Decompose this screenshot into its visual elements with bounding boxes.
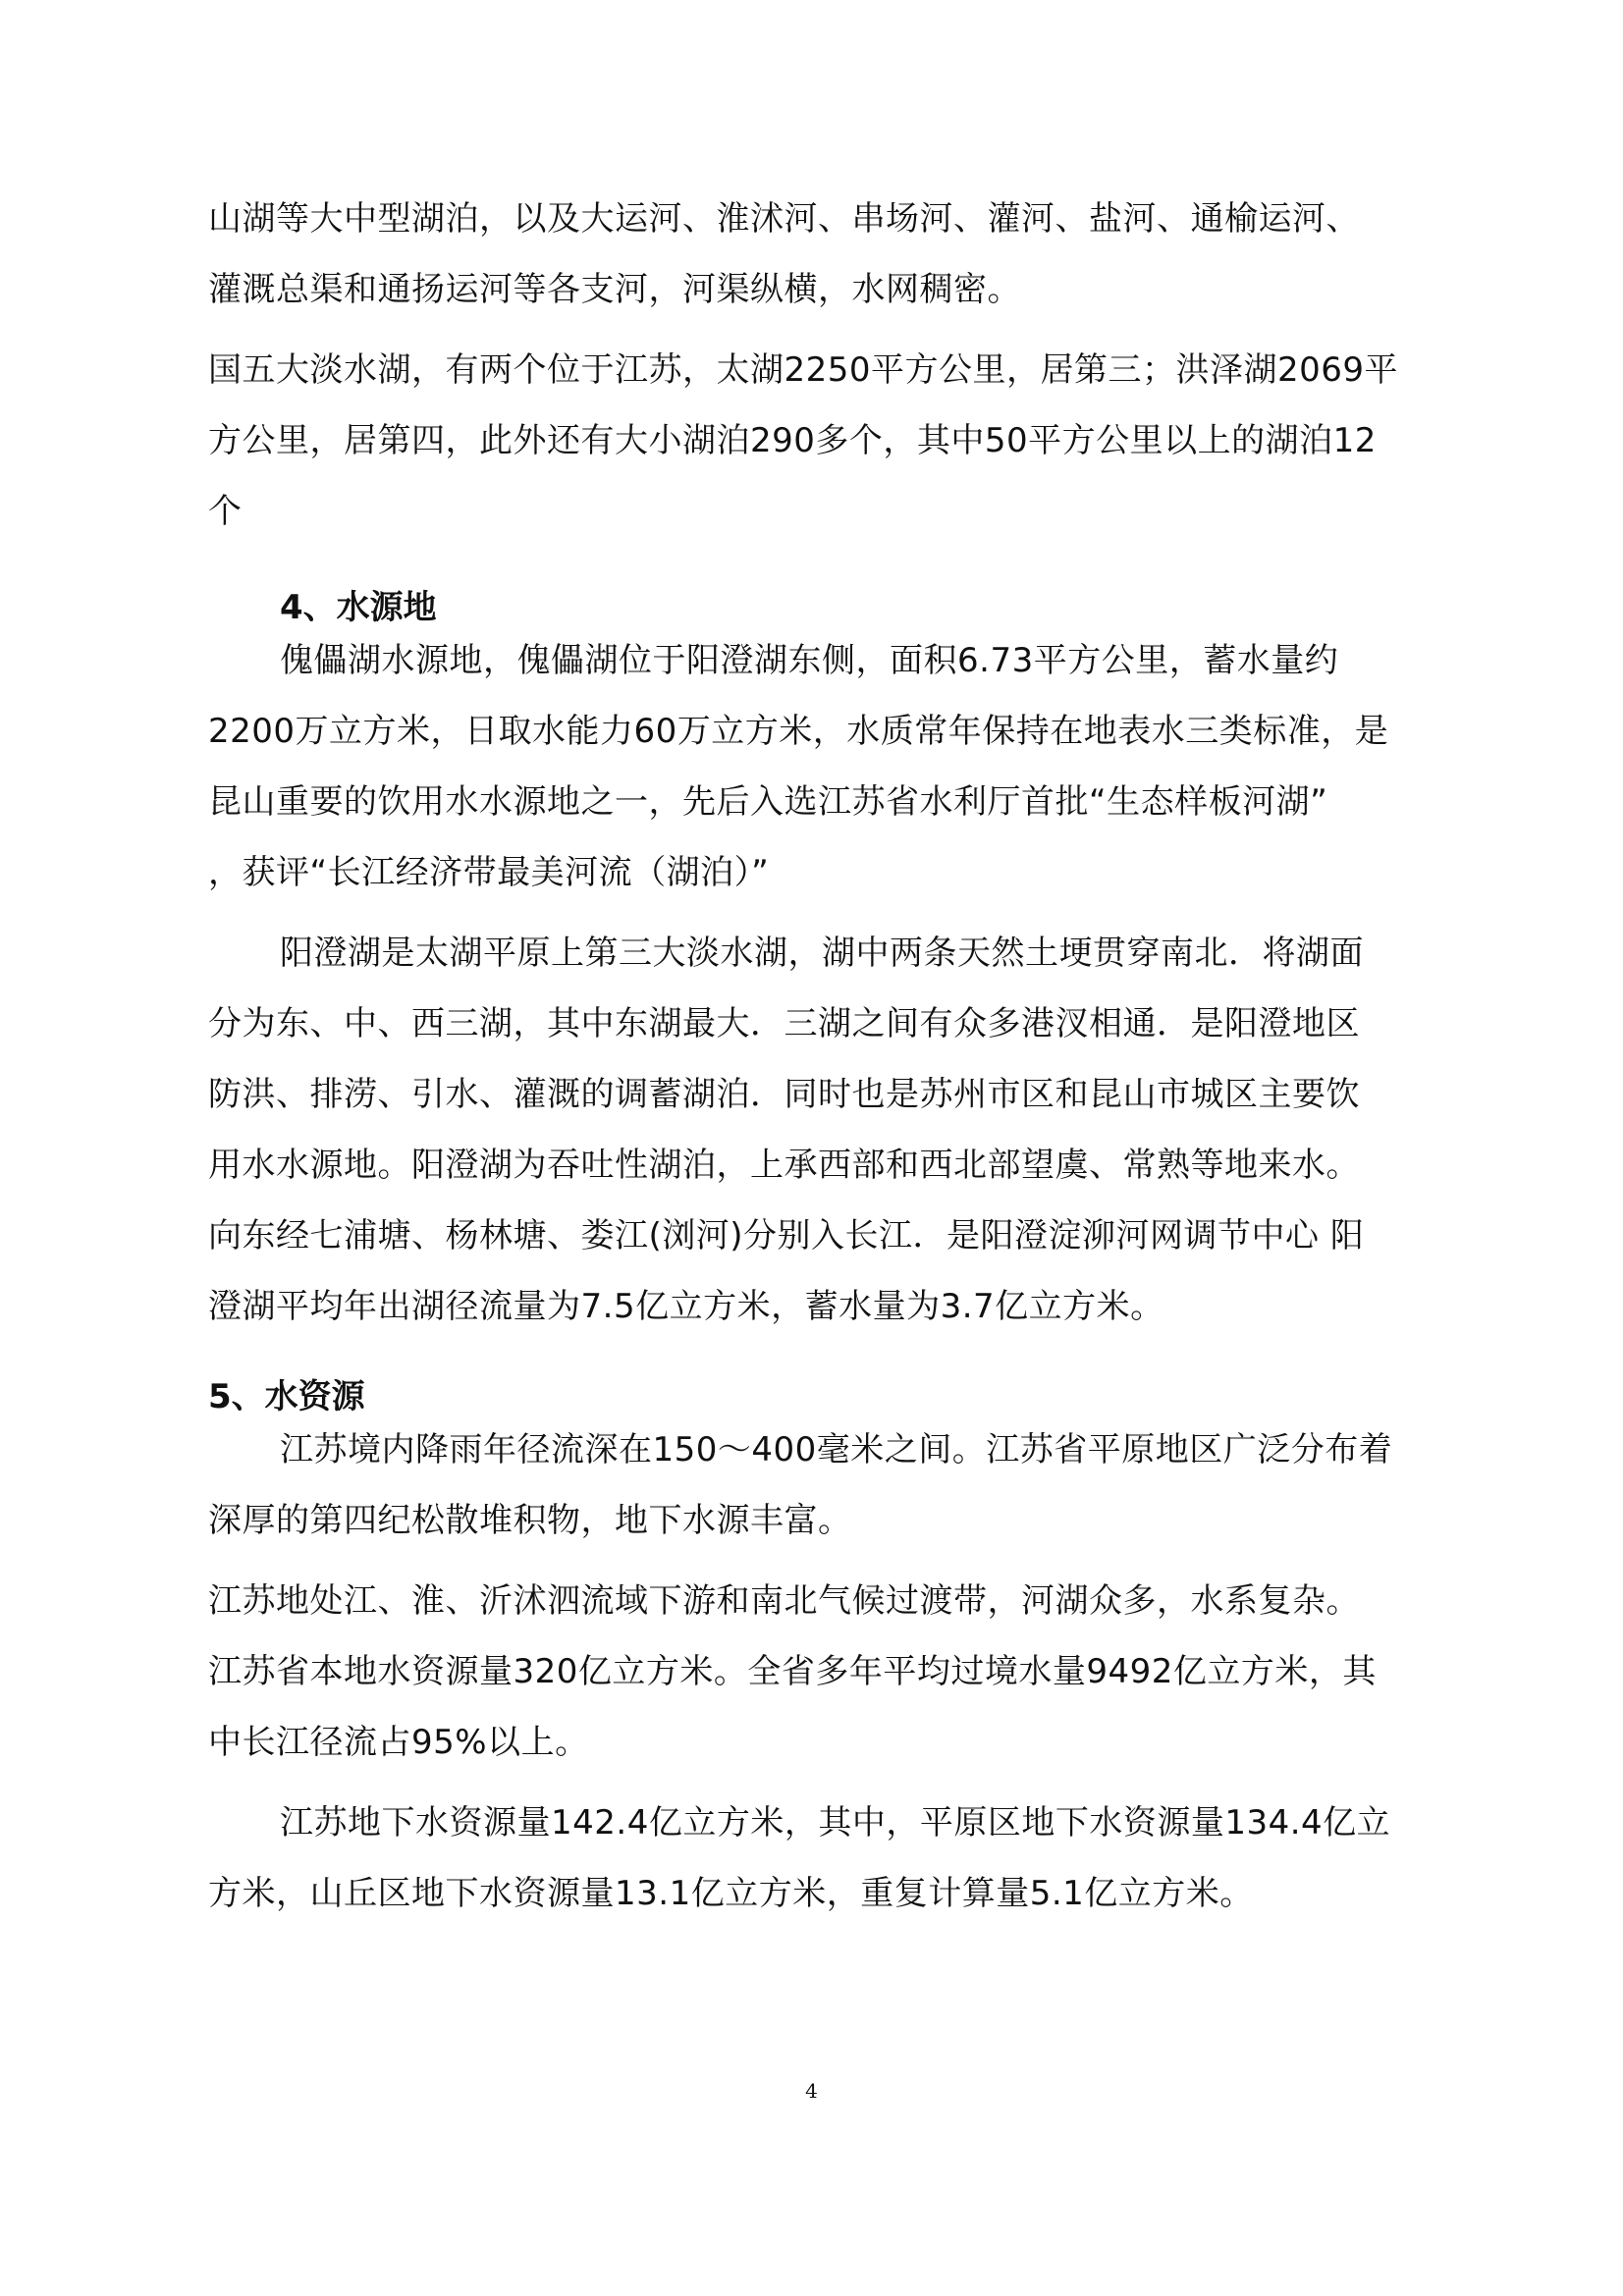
paragraph-line: 山湖等大中型湖泊，以及大运河、淮沭河、串场河、灌河、盐河、通榆运河、	[208, 199, 1360, 239]
paragraph-line: 江苏地处江、淮、沂沭泗流域下游和南北气候过渡带，河湖众多，水系复杂。	[208, 1581, 1360, 1621]
page-number: 4	[805, 2079, 818, 2103]
paragraph-line: 江苏地下水资源量142.4亿立方米，其中，平原区地下水资源量134.4亿立	[280, 1803, 1391, 1842]
paragraph-line: 灌溉总渠和通扬运河等各支河，河渠纵横，水网稠密。	[208, 270, 1021, 309]
paragraph-line: 向东经七浦塘、杨林塘、娄江(浏河)分别入长江．是阳澄淀泖河网调节中心 阳	[208, 1216, 1365, 1255]
paragraph-line: 昆山重要的饮用水水源地之一，先后入选江苏省水利厅首批“生态样板河湖”	[208, 782, 1328, 822]
paragraph-line: 傀儡湖水源地，傀儡湖位于阳澄湖东侧，面积6.73平方公里，蓄水量约	[280, 641, 1339, 680]
section-heading-water-resources: 5、水资源	[208, 1377, 365, 1416]
paragraph-line: 分为东、中、西三湖，其中东湖最大．三湖之间有众多港汊相通．是阳澄地区	[208, 1004, 1360, 1043]
paragraph-line: 澄湖平均年出湖径流量为7.5亿立方米，蓄水量为3.7亿立方米。	[208, 1287, 1164, 1326]
paragraph-line: 深厚的第四纪松散堆积物，地下水源丰富。	[208, 1501, 852, 1540]
paragraph-line: 2200万立方米，日取水能力60万立方米，水质常年保持在地表水三类标准，是	[208, 712, 1389, 751]
paragraph-line: 防洪、排涝、引水、灌溉的调蓄湖泊．同时也是苏州市区和昆山市城区主要饮	[208, 1075, 1360, 1114]
paragraph-line: 国五大淡水湖，有两个位于江苏，太湖2250平方公里，居第三；洪泽湖2069平	[208, 350, 1399, 390]
paragraph-line: 江苏省本地水资源量320亿立方米。全省多年平均过境水量9492亿立方米，其	[208, 1652, 1377, 1691]
section-heading-water-source: 4、水源地	[280, 588, 437, 627]
paragraph-line: 用水水源地。阳澄湖为吞吐性湖泊，上承西部和西北部望虞、常熟等地来水。	[208, 1146, 1360, 1185]
paragraph-line: ，获评“长江经济带最美河流（湖泊）”	[208, 853, 770, 892]
paragraph-line: 阳澄湖是太湖平原上第三大淡水湖，湖中两条天然土埂贯穿南北．将湖面	[280, 934, 1364, 973]
paragraph-line: 方米，山丘区地下水资源量13.1亿立方米，重复计算量5.1亿立方米。	[208, 1874, 1254, 1913]
paragraph-line: 个	[208, 492, 243, 531]
paragraph-line: 中长江径流占95%以上。	[208, 1723, 589, 1762]
paragraph-line: 方公里，居第四，此外还有大小湖泊290多个，其中50平方公里以上的湖泊12	[208, 421, 1377, 460]
paragraph-line: 江苏境内降雨年径流深在150～400毫米之间。江苏省平原地区广泛分布着	[280, 1430, 1393, 1469]
